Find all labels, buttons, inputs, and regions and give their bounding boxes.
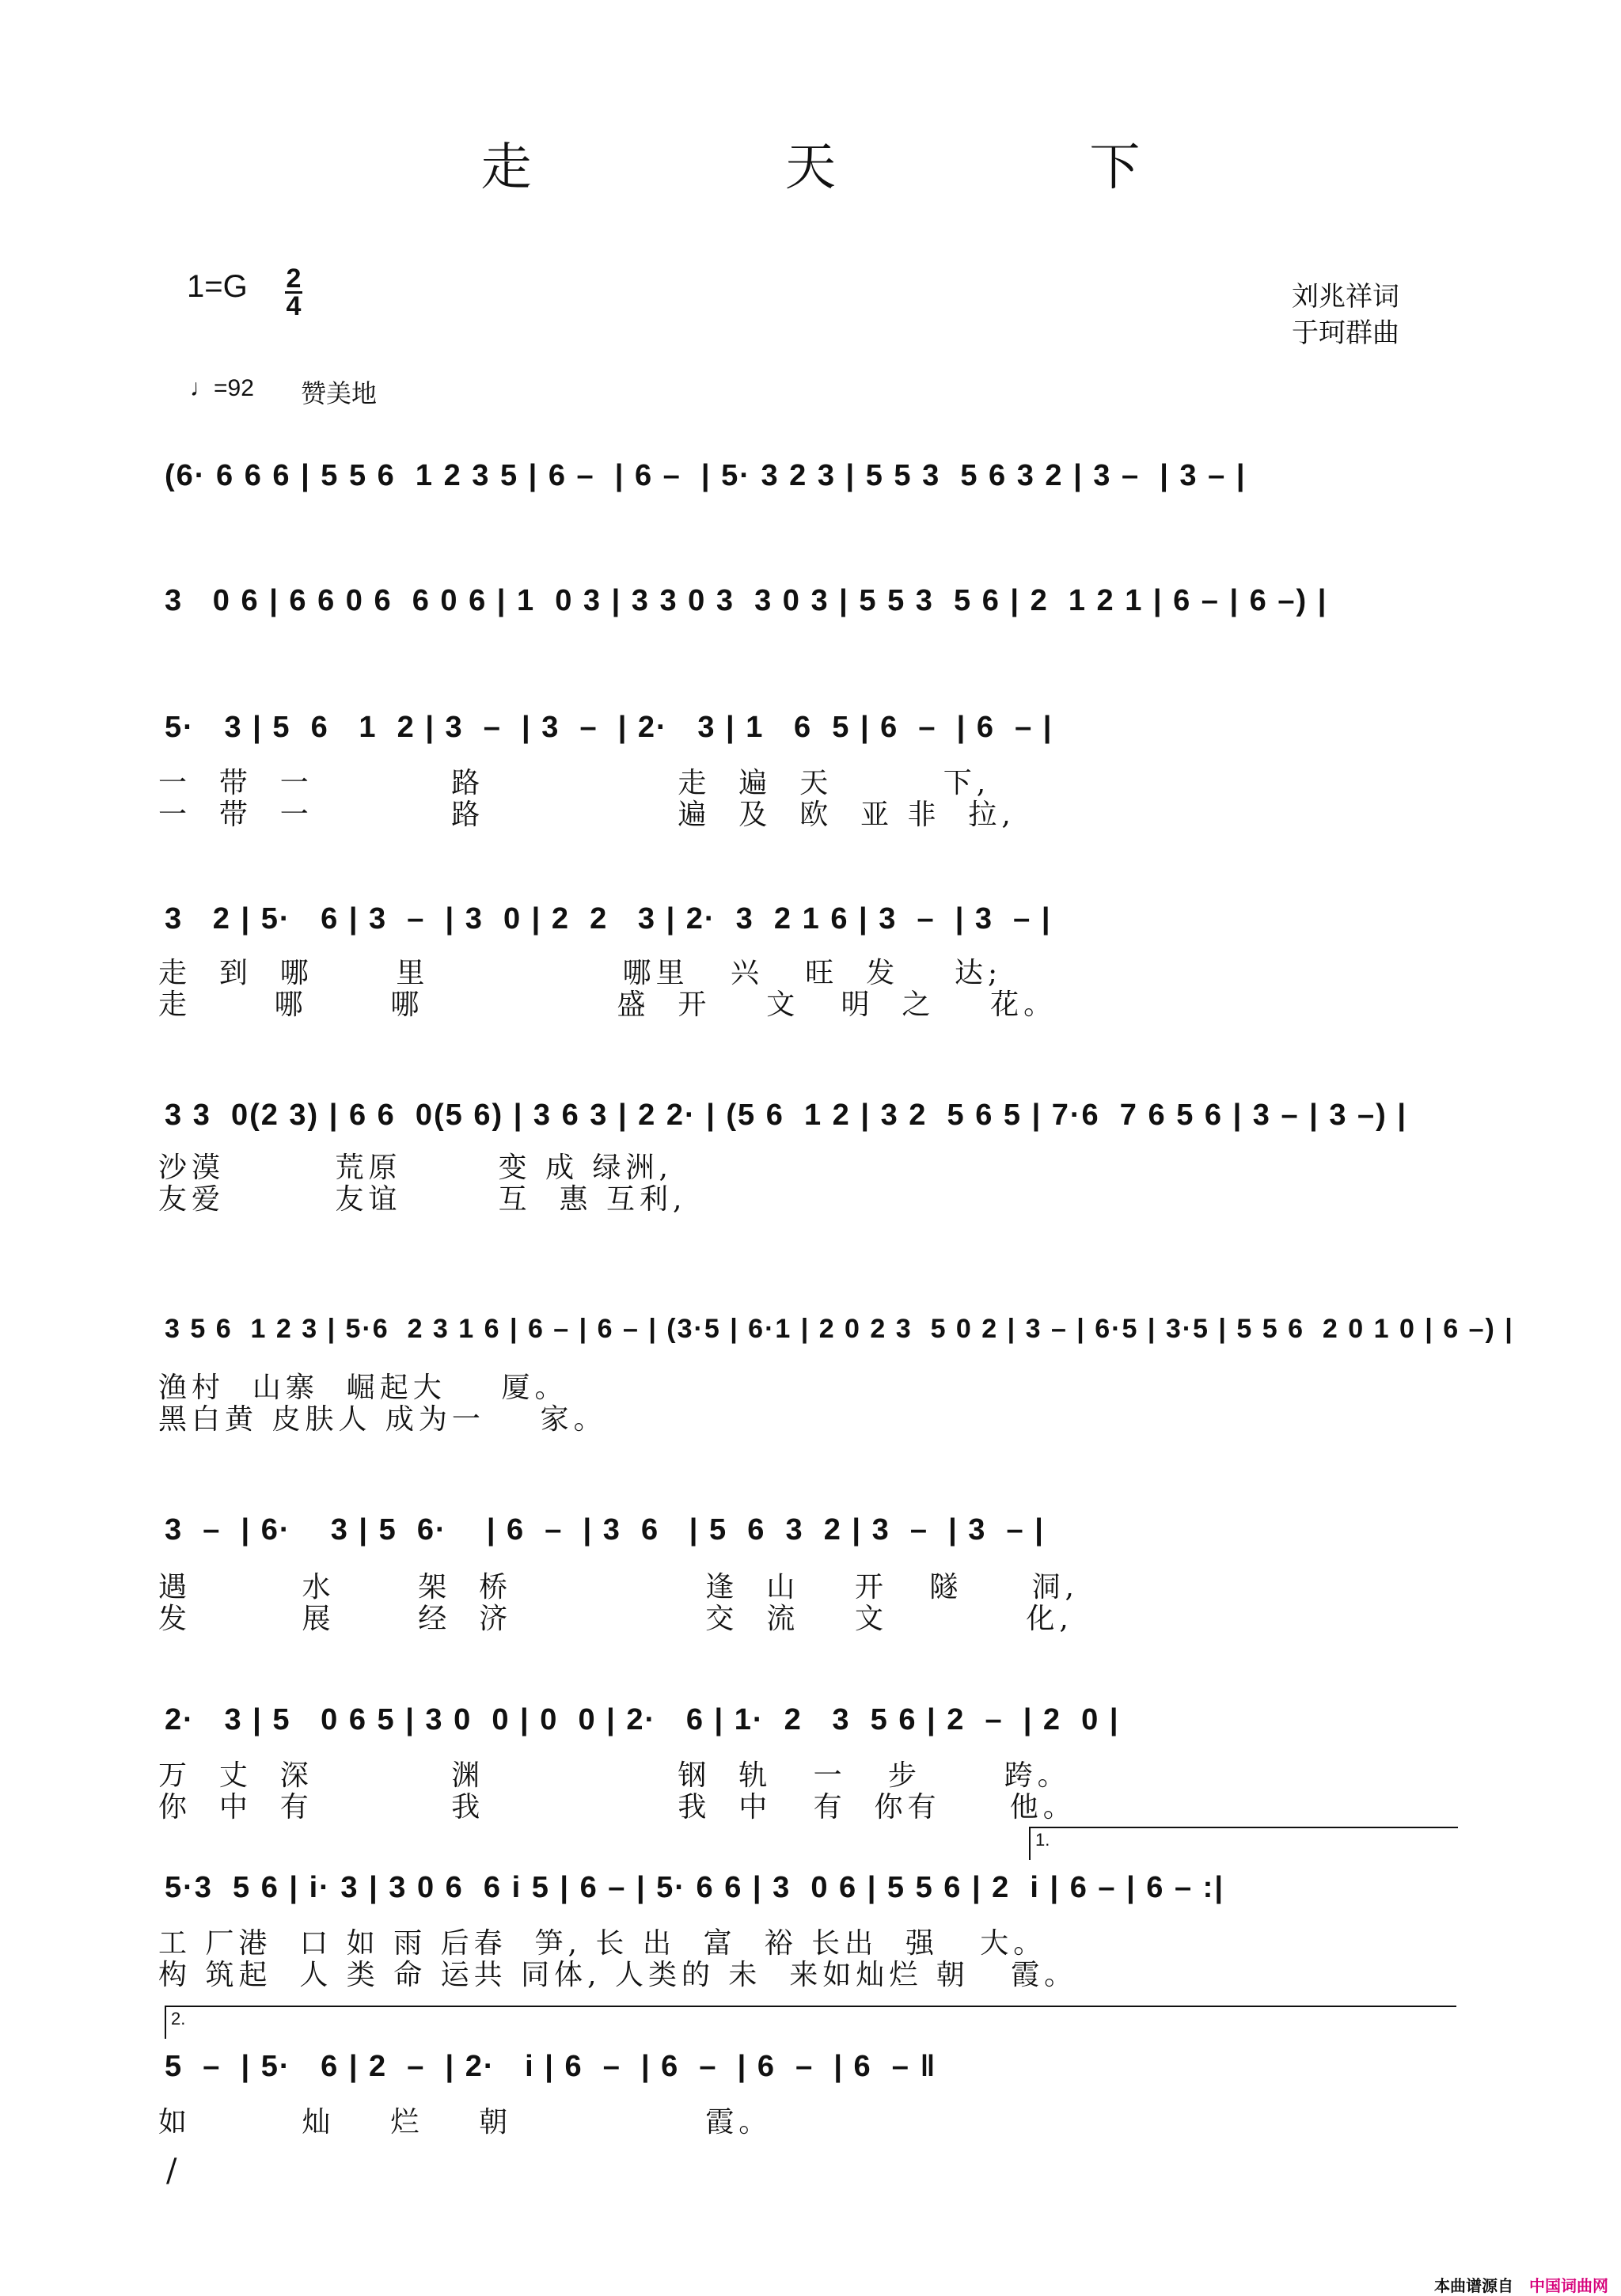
score-line: (6· 6 6 6 | 5 5 6 1 2 3 5 | 6 – | 6 – | 5· 3 2 3 | 5 5 3 5 6 3 2 | 3 – | 3 – | <box>165 459 1247 492</box>
footer-source: 本曲谱源自 <box>1434 2278 1513 2295</box>
composer: 于珂群曲 <box>1292 317 1399 349</box>
lyric-line: 一 带 一 路 走 遍 天 下, <box>158 767 991 799</box>
lyric-line: 工 厂港 口 如 雨 后春 笋, 长 出 富 裕 长出 强 大。 <box>158 1927 1047 1960</box>
score-line: 3 5 6 1 2 3 | 5·6 2 3 1 6 | 6 – | 6 – | (3·5 | 6·1 | 2 0 2 3 5 0 2 | 3 – | 6·5 | 3·5 | 5 5 6 2 0 1 0 | 6 –) | <box>165 1314 1514 1344</box>
score-line: 3 – | 6· 3 | 5 6· | 6 – | 3 6 | 5 6 3 2 | 3 – | 3 – | <box>165 1513 1045 1546</box>
credits <box>1292 279 1399 351</box>
lyric-line: 走 到 哪 里 哪里 兴 旺 发 达; <box>158 957 1003 989</box>
lyric-line: 如 灿 烂 朝 霞。 <box>158 2106 773 2139</box>
lyric-line: 友爱 友谊 互 惠 互利, <box>158 1183 687 1216</box>
score-line: 3 3 0(2 3) | 6 6 0(5 6) | 3 6 3 | 2 2· | (5 6 1 2 | 3 2 5 6 5 | 7·6 7 6 5 6 | 3 – | 3 –) | <box>165 1099 1408 1132</box>
lyric-line: 一 带 一 路 遍 及 欧 亚 非 拉, <box>158 799 1015 831</box>
lyric-line: 发 展 经 济 交 流 文 化, <box>158 1603 1073 1635</box>
volta-1-label: 1. <box>1035 1830 1050 1850</box>
score-line: 5·3 5 6 | i· 3 | 3 0 6 6 i 5 | 6 – | 5· 6 6 | 3 0 6 | 5 5 6 | 2 i | 6 – | 6 – :| <box>165 1871 1224 1904</box>
time-signature <box>285 266 302 319</box>
score-line: 3 0 6 | 6 6 0 6 6 0 6 | 1 0 3 | 3 3 0 3 3 0 3 | 5 5 3 5 6 | 2 1 2 1 | 6 – | 6 –) | <box>165 584 1328 617</box>
volta-1 <box>1029 1827 1458 1860</box>
volta-2-label: 2. <box>171 2009 186 2028</box>
lyric-line: 黑白黄 皮肤人 成为一 家。 <box>158 1403 607 1436</box>
volta-2 <box>165 2006 1456 2039</box>
expression-mark: 赞美地 <box>301 378 378 408</box>
lyric-line: 渔村 山寨 崛起大 厦。 <box>158 1372 568 1404</box>
tempo-mark: ♩=92 <box>190 375 254 401</box>
lyric-line: 你 中 有 我 我 中 有 你有 他。 <box>158 1791 1076 1824</box>
lyricist: 刘兆祥词 <box>1292 281 1399 313</box>
lyric-line: 遇 水 架 桥 逢 山 开 隧 洞, <box>158 1571 1079 1603</box>
lyric-line: 沙漠 荒原 变 成 绿洲, <box>158 1152 673 1184</box>
decorative-slash: / <box>166 2153 177 2189</box>
page-title: 走 天 下 <box>480 139 1259 197</box>
lyric-line: 万 丈 深 渊 钢 轨 一 步 跨。 <box>158 1759 1071 1792</box>
score-line: 3 2 | 5· 6 | 3 – | 3 0 | 2 2 3 | 2· 3 2 1 6 | 3 – | 3 – | <box>165 902 1052 935</box>
time-sig-bottom: 4 <box>286 291 302 321</box>
score-line: 5 – | 5· 6 | 2 – | 2· i | 6 – | 6 – | 6 – | 6 – ‖ <box>165 2050 937 2083</box>
lyric-line: 走 哪 哪 盛 开 文 明 之 花。 <box>158 989 1057 1021</box>
footer-brand-link[interactable]: 中国词曲网 <box>1529 2278 1608 2295</box>
time-sig-top: 2 <box>286 264 302 294</box>
score-line: 2· 3 | 5 0 6 5 | 3 0 0 | 0 0 | 2· 6 | 1· 2 3 5 6 | 2 – | 2 0 | <box>165 1703 1120 1736</box>
lyric-line: 构 筑起 人 类 命 运共 同体, 人类的 未 来如灿烂 朝 霞。 <box>158 1959 1078 1991</box>
key-signature: 1=G <box>187 269 248 304</box>
score-line: 5· 3 | 5 6 1 2 | 3 – | 3 – | 2· 3 | 1 6 5 | 6 – | 6 – | <box>165 711 1053 744</box>
